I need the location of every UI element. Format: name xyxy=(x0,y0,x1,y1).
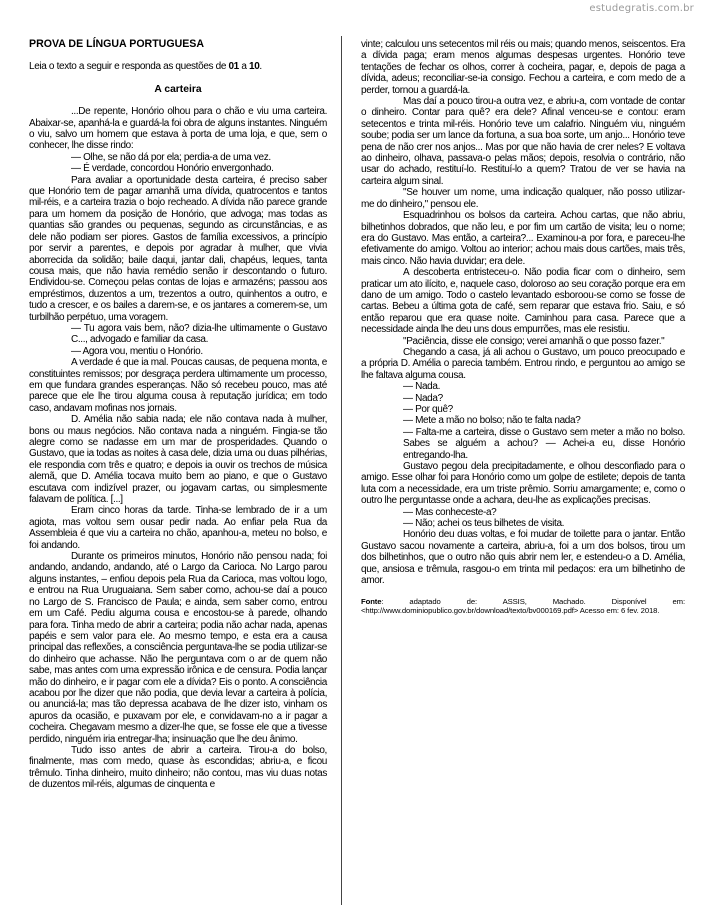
paragraph: A verdade é que ia mal. Poucas causas, de pequena monta, e constituintes remissos; por desgraça perdera ultimamente um processo, em que fundara grandes esperanças. Não só recebeu pouco, mas até parece que ele lhe tirou alguma cousa à reputação jurídica; em todo caso, andavam mofinas nos jornais. xyxy=(29,357,327,414)
source-label: Fonte xyxy=(361,596,382,606)
dialogue-line: — É verdade, concordou Honório envergonhado. xyxy=(71,163,274,175)
instruction-text: Leia o texto a seguir e responda as questões de xyxy=(29,61,229,73)
dialogue-line: — Nada. xyxy=(403,381,441,393)
paragraph: Mas daí a pouco tirou-a outra vez, e abriu-a, com vontade de contar o dinheiro. Contar para quê? era dele? Afinal venceu-se e contou: eram setecentos e trinta mil-réis. Honório teve um calafrio. Ninguém viu, ninguém soube; podia ser um lance da fortuna, a sua boa sorte, um anjo... Honório teve pena de não crer nos anjos... Mas por que não havia de crer neles? E voltava ao dinheiro, olhava, passava-o pelas mãos; depois, resolvia o contrário, não usar do achado, restituí-lo. Restituí-lo a quem? Tratou de ver se havia na carteira algum sinal. xyxy=(361,96,685,187)
left-column-body xyxy=(29,106,327,790)
paragraph: Durante os primeiros minutos, Honório não pensou nada; foi andando, andando, andando, até o Largo da Carioca. No Largo parou alguns instantes, – enfiou depois pela Rua da Carioca, mas voltou logo, e entrou na Rua Uruguaiana. Sem saber como, achou-se daí a pouco no Largo de S. Francisco de Paula; e ainda, sem saber como, entrou em um Café. Pediu alguma cousa e encostou-se à parede, olhando para fora. Tinha medo de abrir a carteira; podia não achar nada, apenas papéis e sem valor para ele. Ao mesmo tempo, e esta era a causa principal das reflexões, a consciência perguntava-lhe se podia utilizar-se do dinheiro que achasse. Não lhe perguntava com o ar de quem não sabe, mas antes com uma expressão irônica e de censura. Podia lançar mão do dinheiro, e ir pagar com ele a dívida? Eis o ponto. A consciência acabou por lhe dizer que não podia, que devia levar a carteira à polícia, ou anunciá-la; mas tão depressa acabava de lhe dizer isto, vinham os apuros da ocasião, e puxavam por ele, e convidavam-no a ir pagar a cocheira. Chegavam mesmo a dizer-lhe que, se fosse ele que a tivesse perdido, ninguém iria entregar-lha; insinuação que lhe deu ânimo. xyxy=(29,551,327,745)
dialogue-line: — Nada? xyxy=(403,392,443,404)
question-to: 10 xyxy=(248,61,260,73)
column-divider xyxy=(341,36,342,905)
dialogue-line: — Mas conheceste-a? xyxy=(403,506,497,518)
paragraph: D. Amélia não sabia nada; ele não contava nada à mulher, bons ou maus negócios. Não contava nada a ninguém. Fingia-se tão alegre como se nadasse em um mar de prosperidades. Quando o Gustavo, que ia todas as noites à casa dele, dizia uma ou duas pilhérias, ele respondia com três e quatro; e depois ia ouvir os trechos de música alemã, que D. Amélia tocava muito bem ao piano, e que o Gustavo escutava com indizível prazer, ou jogavam cartas, ou simplesmente falavam de política. [...] xyxy=(29,414,327,506)
paragraph: A descoberta entristeceu-o. Não podia ficar com o dinheiro, sem praticar um ato ilícito, e, naquele caso, doloroso ao seu coração porque era em dano de um amigo. Todo o castelo levantado esboroou-se como se fosse de cartas. Bebeu a última gota de café, sem reparar que estava frio. Saiu, e só então reparou que era quase noite. Caminhou para casa. Parece que a necessidade ainda lhe deu uns dous empurrões, mas ele resistiu. xyxy=(361,267,685,336)
paragraph: Honório deu duas voltas, e foi mudar de toilette para o jantar. Então Gustavo sacou novamente a carteira, abriu-a, foi a um dos bolsos, tirou um dos bilhetinhos, que o outro não quis abrir nem ler, e estendeu-o a D. Amélia, que, ansiosa e trêmula, rasgou-o em trinta mil pedaços: era um bilhetinho de amor. xyxy=(361,529,685,587)
exam-instruction xyxy=(29,61,327,72)
paragraph: ...De repente, Honório olhou para o chão e viu uma carteira. Abaixar-se, apanhá-la e guardá-la foi obra de alguns instantes. Ninguém o viu, salvo um homem que estava à porta de uma loja, e que, sem o conhecer, lhe disse rindo: xyxy=(29,106,327,152)
paragraph: Para avaliar a oportunidade desta carteira, é preciso saber que Honório tem de pagar amanhã uma dívida, quatrocentos e tantos mil-réis, e a carteira trazia o bojo recheado. A dívida não parece grande para um homem da posição de Honório, que advoga; mas todas as quantias são grandes ou pequenas, segundo as circunstâncias, e as dele não podiam ser piores. Gastos de família excessivos, a princípio por servir a parentes, e depois por agradar à mulher, que vivia aborrecida da solidão; baile daqui, jantar dali, chapéus, leques, tanta cousa mais, que não havia remédio senão ir descontando o futuro. Endividou-se. Começou pelas contas de lojas e armazéns; passou aos empréstimos, duzentos a um, trezentos a outro, quinhentos a outro, e tudo a crescer, e os bailes a darem-se, e os jantares a comerem-se, um turbilhão perpétuo, uma voragem. xyxy=(29,174,327,323)
instruction-text: a xyxy=(238,61,249,73)
dialogue-line: — Por quê? xyxy=(403,404,453,415)
right-column-body xyxy=(361,39,685,587)
dialogue-line: — Mete a mão no bolso; não te falta nada? xyxy=(403,415,581,427)
source-text: : adaptado de: ASSIS, Machado. Disponível em: <http://www.dominiopublico.gov.br/download/texto/bv000169.pdf> Acesso em: 6 fev. 2018. xyxy=(361,596,685,616)
paragraph: Eram cinco horas da tarde. Tinha-se lembrado de ir a um agiota, mas voltou sem ousar pedir nada. Ao enfiar pela Rua da Assembleia é que viu a carteira no chão, apanhou-a, meteu no bolso, e foi andando. xyxy=(29,505,327,551)
paragraph: Gustavo pegou dela precipitadamente, e olhou desconfiado para o amigo. Esse olhar foi para Honório como um golpe de estilete; depois de tanta luta com a necessidade, era um triste prêmio. Sorriu amargamente; e, como o outro lhe perguntasse onde a achara, deu-lhe as explicações precisas. xyxy=(361,461,685,507)
text-title: A carteira xyxy=(154,83,202,95)
paragraph: vinte; calculou uns setecentos mil réis ou mais; quando menos, seiscentos. Era a dívida paga; eram menos algumas despesas urgentes. Honório teve tentações de fechar os olhos, correr à cocheira, pagar, e, depois de paga a dívida, adeus; reconciliar-se-ia consigo. Fechou a carteira, e com medo de a perder, tornou a guardá-la. xyxy=(361,39,685,96)
paragraph: Tudo isso antes de abrir a carteira. Tirou-a do bolso, finalmente, mas com medo, quase às escondidas; abriu-a, e ficou trêmulo. Tinha dinheiro, muito dinheiro; não contou, mas viu duas notas de duzentos mil-réis, algumas de cinquenta e xyxy=(29,744,327,791)
dialogue-line: — Olhe, se não dá por ela; perdia-a de uma vez. xyxy=(71,151,271,163)
dialogue-line: — Não; achei os teus bilhetes de visita. xyxy=(403,518,565,530)
left-column xyxy=(29,39,327,791)
dialogue-line: — Tu agora vais bem, não? dizia-lhe ultimamente o Gustavo C..., advogado e familiar da casa. xyxy=(71,322,327,346)
dialogue-line: — Falta-me a carteira, disse o Gustavo sem meter a mão no bolso. Sabes se alguém a achou? — Achei-a eu, disse Honório entregando-lha. xyxy=(403,426,685,461)
paragraph: Esquadrinhou os bolsos da carteira. Achou cartas, que não abriu, bilhetinhos dobrados, que não leu, e por fim um cartão de visita; leu o nome; era do Gustavo. Mas então, a carteira?... Examinou-a por fora, e pareceu-lhe efetivamente do amigo. Voltou ao interior; achou mais dous cartões, mais três, mais cinco. Não havia duvidar; era dele. xyxy=(361,210,685,267)
site-watermark: estudegratis.com.br xyxy=(589,3,694,14)
dialogue-line: — Agora vou, mentiu o Honório. xyxy=(71,345,203,357)
paragraph: "Se houver um nome, uma indicação qualquer, não posso utilizar-me do dinheiro," pensou ele. xyxy=(361,187,685,210)
question-from: 01 xyxy=(228,61,239,73)
source-citation xyxy=(361,597,685,616)
paragraph: "Paciência, disse ele consigo; verei amanhã o que posso fazer." xyxy=(403,335,665,347)
right-column xyxy=(361,39,685,616)
paragraph: Chegando a casa, já ali achou o Gustavo, um pouco preocupado e a própria D. Amélia o parecia também. Entrou rindo, e perguntou ao amigo se lhe faltava alguma cousa. xyxy=(361,346,685,381)
exam-title: PROVA DE LÍNGUA PORTUGUESA xyxy=(29,38,205,50)
instruction-text: . xyxy=(259,61,262,73)
